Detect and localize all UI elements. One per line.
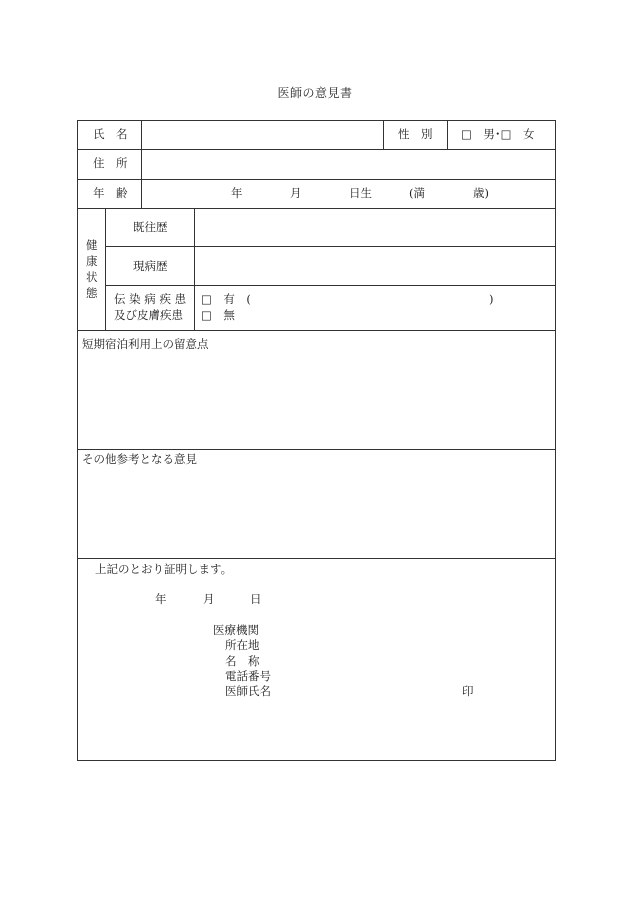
row-divider: [105, 285, 556, 286]
institution-name-label: 名 称: [225, 654, 260, 668]
age-close-label: 歳): [473, 186, 489, 200]
certification-statement: 上記のとおり証明します。: [95, 562, 233, 576]
age-label: 年 齢: [93, 186, 128, 200]
name-field[interactable]: [143, 122, 381, 148]
sex-options[interactable]: □ 男･□ 女: [461, 127, 535, 141]
column-divider: [447, 120, 448, 149]
health-status-char: 状: [86, 270, 98, 284]
doctor-name-label: 医師氏名: [225, 684, 271, 698]
column-divider: [141, 120, 142, 208]
health-status-char: 態: [86, 286, 98, 300]
row-divider: [77, 149, 556, 150]
phone-label: 電話番号: [225, 669, 271, 683]
short-stay-notes-label: 短期宿泊利用上の留意点: [82, 337, 209, 351]
seal-mark: 印: [462, 684, 474, 698]
document-title: 医師の意見書: [277, 86, 353, 100]
row-divider: [77, 330, 556, 331]
location-label: 所在地: [225, 638, 260, 652]
other-opinion-field[interactable]: [79, 471, 554, 555]
option-yes-close: ): [489, 292, 494, 306]
sex-label: 性 別: [398, 127, 433, 141]
row-divider: [105, 246, 556, 247]
row-divider: [77, 558, 556, 559]
birth-month-label: 月: [290, 186, 302, 200]
past-history-field[interactable]: [196, 210, 554, 244]
other-opinion-label: その他参考となる意見: [82, 452, 197, 466]
row-divider: [77, 449, 556, 450]
column-divider: [194, 208, 195, 330]
birth-year-label: 年: [231, 186, 243, 200]
address-label: 住 所: [93, 156, 128, 170]
birth-day-label: 日生: [349, 186, 372, 200]
date-year-label: 年: [155, 592, 167, 606]
name-label: 氏 名: [93, 127, 128, 141]
age-open-label: (満: [409, 186, 425, 200]
past-history-label: 既往歴: [133, 220, 168, 234]
health-status-char: 健: [86, 238, 98, 252]
option-yes-checkbox[interactable]: □ 有 (: [201, 292, 251, 306]
skin-disease-label: 及び皮膚疾患: [114, 308, 183, 322]
column-divider: [383, 120, 384, 149]
option-no-checkbox[interactable]: □ 無: [201, 308, 235, 322]
row-divider: [77, 208, 556, 209]
row-divider: [77, 179, 556, 180]
institution-label: 医療機関: [213, 623, 259, 637]
address-field[interactable]: [143, 151, 554, 177]
date-month-label: 月: [203, 592, 215, 606]
infectious-disease-label: 伝 染 病 疾 患: [114, 292, 187, 306]
present-illness-field[interactable]: [196, 248, 554, 283]
date-day-label: 日: [250, 592, 262, 606]
health-status-char: 康: [86, 254, 98, 268]
column-divider: [105, 208, 106, 330]
short-stay-notes-field[interactable]: [79, 356, 554, 446]
present-illness-label: 現病歴: [133, 259, 168, 273]
